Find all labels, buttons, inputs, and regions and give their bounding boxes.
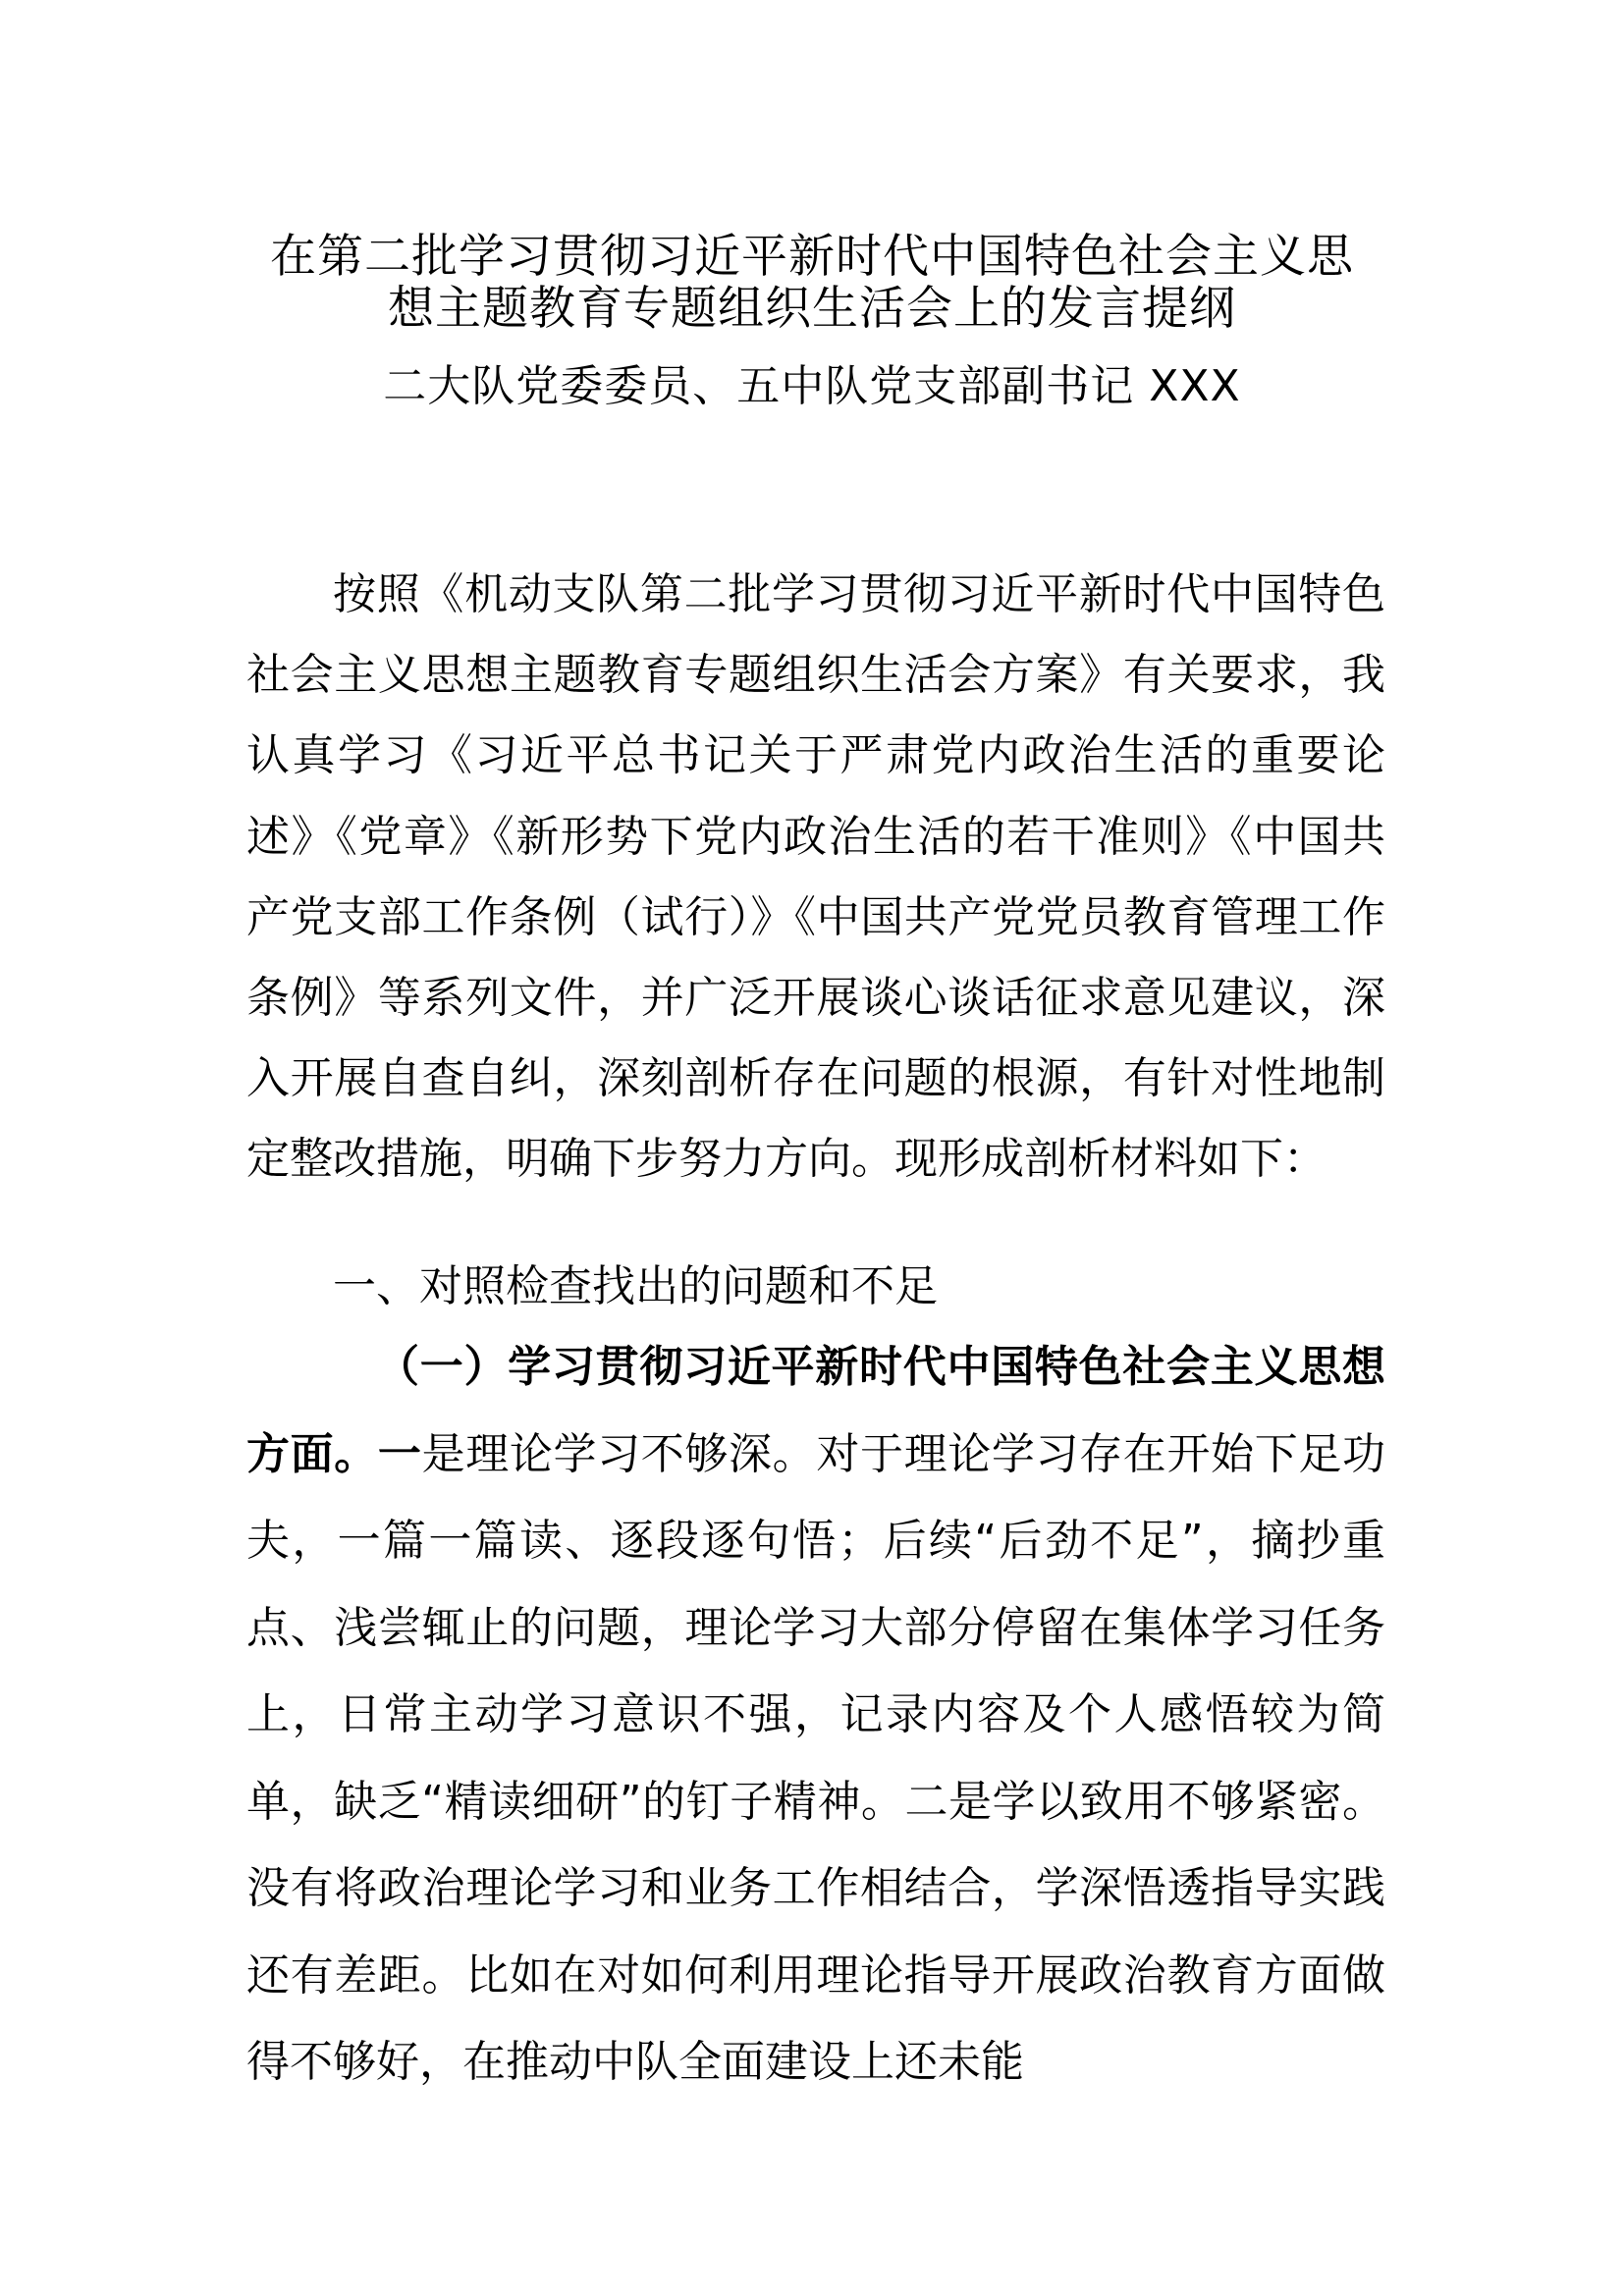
subsection-body: 是理论学习不够深。对于理论学习存在开始下足功夫，一篇一篇读、逐段逐句悟；后续“后劲不足”，摘抄重点、浅尝辄止的问题，理论学习大部分停留在集体学习任务上，日常主动学习意识不强，记录内容及个人感悟较为简单，缺乏“精读细研”的钉子精神。二是学以致用不够紧密。没有将政治理论学习和业务工作相结合，学深悟透指导实践还有差距。比如在对如何利用理论指导开展政治教育方面做得不够好，在推动中队全面建设上还未能 [246, 1428, 1386, 2087]
subsection-paragraph [246, 1324, 1385, 2107]
subsection-heading: （一）学习贯彻习近平新时代中国特色社会主义思想方面。 [246, 1342, 1385, 1479]
document-title-line-1: 在第二批学习贯彻习近平新时代中国特色社会主义思 [270, 230, 1354, 284]
document-title-line-2: 想主题教育专题组织生活会上的发言提纲 [388, 282, 1236, 336]
point-label: 一 [377, 1428, 422, 1479]
intro-paragraph: 按照《机动支队第二批学习贯彻习近平新时代中国特色社会主义思想主题教育专题组织生活会方案》有关要求，我认真学习《习近平总书记关于严肃党内政治生活的重要论述》《党章》《新形势下党内政治生活的若干准则》《中国共产党支部工作条例（试行）》《中国共产党党员教育管理工作条例》等系列文件，并广泛开展谈心谈话征求意见建议，深入开展自查自纠，深刻剖析存在问题的根源，有针对性地制定整改措施，明确下步努力方向。现形成剖析材料如下： [246, 569, 1385, 1185]
section-heading: 一、对照检查找出的问题和不足 [333, 1261, 938, 1311]
author-byline: 二大队党委委员、五中队党支部副书记 XXX [383, 361, 1241, 411]
